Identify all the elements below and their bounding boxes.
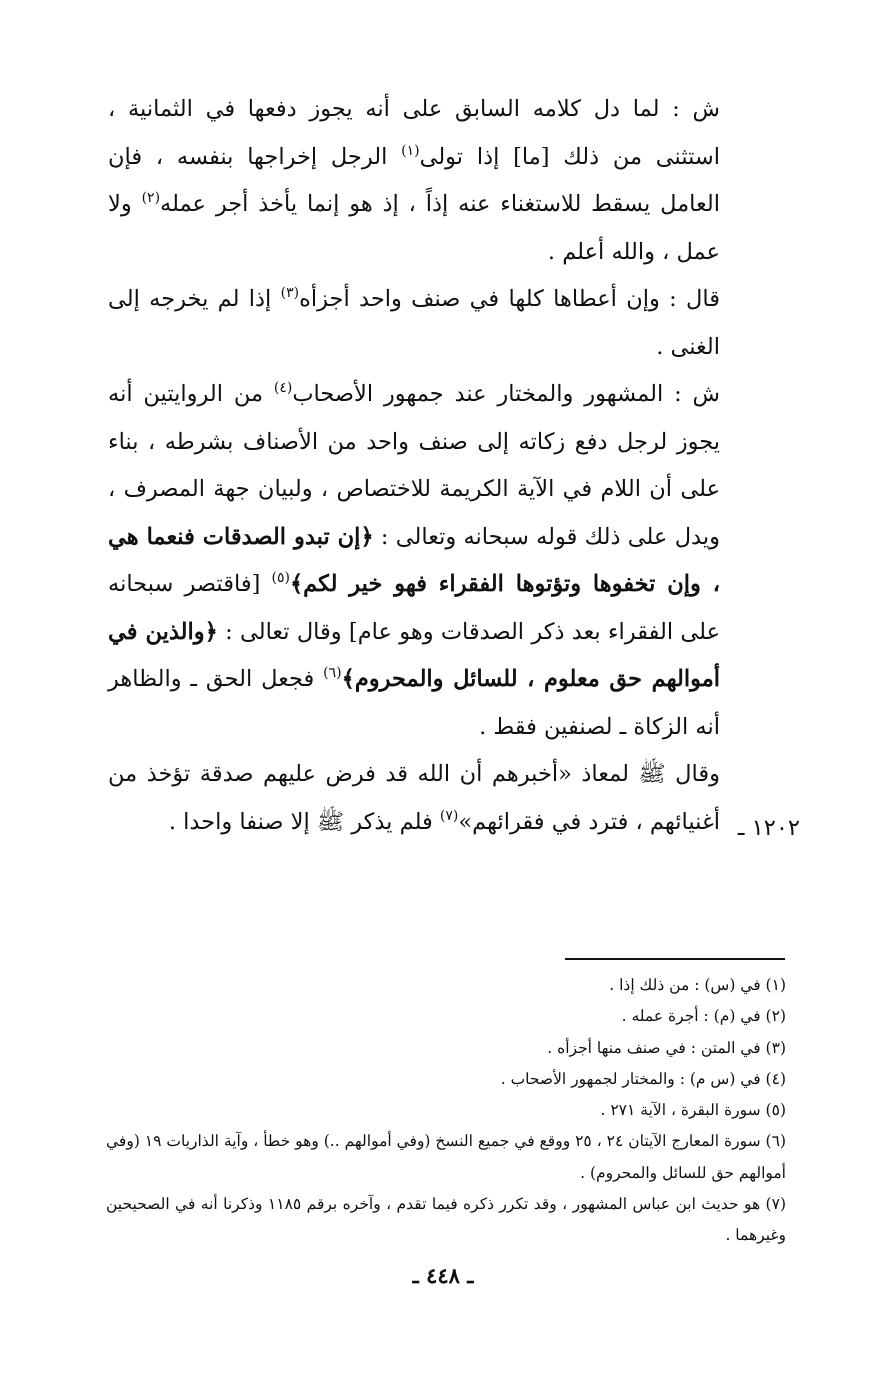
text-run: ش : المشهور والمختار عند جمهور الأصحاب xyxy=(292,381,720,407)
paragraph-p4 xyxy=(108,751,720,846)
footnote-marker: (٥) xyxy=(271,570,290,586)
quran-quote: ﴿والذين في أموالهم حق معلوم ، للسائل والمحروم﴾ xyxy=(108,618,720,692)
paragraph-number: ١٢٠٢ ـ xyxy=(737,815,800,841)
text-run: من الروايتين أنه يجوز لرجل دفع زكاته إلى صنف واحد من الأصناف بشرطه ، بناء على أن اللام في الآية الكريمة للاختصاص ، ولبيان جهة المصرف ، ويدل على ذلك قوله سبحانه وتعالى : xyxy=(108,381,720,550)
text-run: قال : وإن أعطاها كلها في صنف واحد أجزأه xyxy=(299,286,720,312)
quran-quote: ﴿إن تبدو الصدقات فنعما هي ، وإن تخفوها وتؤتوها الفقراء فهو خير لكم﴾ xyxy=(108,523,720,597)
footnotes xyxy=(106,970,786,1252)
paragraph-p1 xyxy=(108,86,720,276)
footnote-separator xyxy=(565,958,785,960)
footnote-marker: (٢) xyxy=(141,190,161,206)
paragraph-p3 xyxy=(108,371,720,751)
text-run: ولا عمل ، والله أعلم . xyxy=(108,191,720,265)
text-run: وقال ﷺ لمعاذ «أخبرهم أن الله قد فرض عليهم صدقة تؤخذ من أغنيائهم ، فترد في فقرائهم» xyxy=(108,761,720,835)
footnote-item: (١) في (س) : من ذلك إذا . xyxy=(609,976,786,994)
text-run: إذا لم يخرجه إلى الغنى . xyxy=(108,286,720,360)
text-run: [فاقتصر سبحانه على الفقراء بعد ذكر الصدقات وهو عام] وقال تعالى : xyxy=(108,571,720,645)
main-text xyxy=(108,86,720,846)
footnote-item: (٢) في (م) : أجرة عمله . xyxy=(621,1007,786,1026)
footnote-item: (٧) هو حديث ابن عباس المشهور ، وقد تكرر ذكره فيما تقدم ، وآخره برقم ١١٨٥ وذكرنا أنه في الصحيحين وغيرهما . xyxy=(106,1195,786,1245)
footnote-item: (٣) في المتن : في صنف منها أجزأه . xyxy=(547,1038,786,1057)
text-run: فجعل الحق ـ والظاهر أنه الزكاة ـ لصنفين فقط . xyxy=(108,666,720,740)
text-run: الرجل إخراجها بنفسه ، فإن العامل يسقط للاستغناء عنه إذاً ، إذ هو إنما يأخذ أجر عمله xyxy=(108,143,720,217)
footnote-marker: (٦) xyxy=(323,665,342,681)
footnote-marker: (٤) xyxy=(273,380,293,396)
footnote-item: (٦) سورة المعارج الآيتان ٢٤ ، ٢٥ ووقع في جميع النسخ (وفي أموالهم ..) وهو خطأ ، وآية الذاريات ١٩ (وفي أموالهم حق للسائل والمحروم) . xyxy=(106,1132,786,1182)
text-run: ش : لما دل كلامه السابق على أنه يجوز دفعها في الثمانية ، استثنى من ذلك [ما] إذا تولى xyxy=(108,96,721,170)
footnote-marker: (٧) xyxy=(439,807,459,824)
paragraph-p2 xyxy=(108,276,720,371)
footnote-item: (٥) سورة البقرة ، الآية ٢٧١ . xyxy=(600,1101,786,1120)
page-number: ـ ٤٤٨ ـ xyxy=(412,1263,474,1288)
footnote-marker: (١) xyxy=(401,142,420,159)
text-run: فلم يذكر ﷺ إلا صنفا واحدا . xyxy=(168,808,440,835)
footnote-marker: (٣) xyxy=(280,285,300,301)
footnote-item: (٤) في (س م) : والمختار لجمهور الأصحاب . xyxy=(500,1069,786,1088)
